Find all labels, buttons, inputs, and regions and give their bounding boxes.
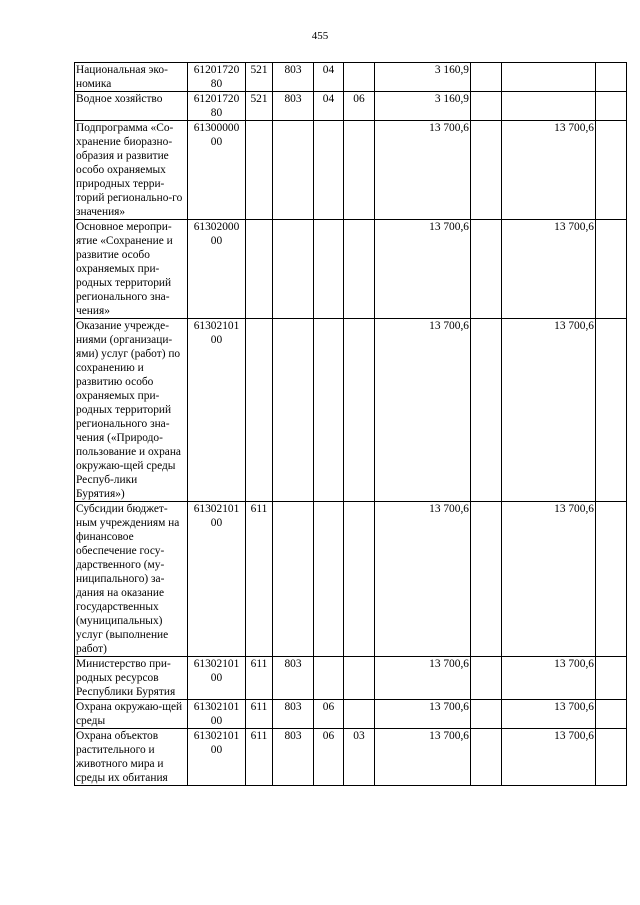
subsection-code <box>344 121 375 220</box>
amount-1: 13 700,6 <box>375 729 471 786</box>
ministry-code <box>273 319 314 502</box>
amount-3: 13 700,6 <box>502 502 596 657</box>
amount-2 <box>471 63 502 92</box>
table-row <box>75 657 627 700</box>
amount-1: 13 700,6 <box>375 220 471 319</box>
expense-type-code: 521 <box>246 63 273 92</box>
subsection-code <box>344 63 375 92</box>
section-code <box>314 121 344 220</box>
table-row <box>75 121 627 220</box>
amount-3: 13 700,6 <box>502 657 596 700</box>
amount-2 <box>471 502 502 657</box>
amount-2 <box>471 92 502 121</box>
row-name: Основное меропри-ятие «Сохранение и развитие особо охраняемых при-родных территорий регионального зна-чения» <box>75 220 188 319</box>
amount-2 <box>471 220 502 319</box>
amount-2 <box>471 121 502 220</box>
section-code <box>314 220 344 319</box>
table-row <box>75 502 627 657</box>
ministry-code <box>273 121 314 220</box>
table-row <box>75 220 627 319</box>
row-name: Оказание учрежде-ниями (организаци-ями) услуг (работ) по сохранению и развитию особо охраняемых при-родных территорий регионального зна-чения («Природо-пользование и охрана окружаю-щей среды Респуб-лики Бурятия») <box>75 319 188 502</box>
section-code: 04 <box>314 92 344 121</box>
amount-1: 13 700,6 <box>375 121 471 220</box>
row-name: Национальная эко-номика <box>75 63 188 92</box>
amount-3 <box>502 63 596 92</box>
amount-2 <box>471 319 502 502</box>
section-code <box>314 319 344 502</box>
ministry-code: 803 <box>273 700 314 729</box>
amount-3: 13 700,6 <box>502 220 596 319</box>
expense-type-code: 611 <box>246 502 273 657</box>
budget-table <box>74 62 627 786</box>
expense-type-code: 611 <box>246 657 273 700</box>
target-article-code: 61201720 80 <box>188 63 246 92</box>
amount-1: 13 700,6 <box>375 319 471 502</box>
amount-3 <box>502 92 596 121</box>
amount-3: 13 700,6 <box>502 729 596 786</box>
table-row <box>75 319 627 502</box>
amount-3: 13 700,6 <box>502 121 596 220</box>
row-name: Охрана окружаю-щей среды <box>75 700 188 729</box>
target-article-code: 61302101 00 <box>188 502 246 657</box>
target-article-code: 61302000 00 <box>188 220 246 319</box>
section-code: 06 <box>314 729 344 786</box>
subsection-code <box>344 502 375 657</box>
amount-4 <box>596 121 627 220</box>
amount-4 <box>596 502 627 657</box>
subsection-code <box>344 319 375 502</box>
section-code <box>314 657 344 700</box>
amount-2 <box>471 657 502 700</box>
amount-4 <box>596 63 627 92</box>
expense-type-code <box>246 121 273 220</box>
expense-type-code: 521 <box>246 92 273 121</box>
target-article-code: 61300000 00 <box>188 121 246 220</box>
table-row <box>75 700 627 729</box>
section-code: 04 <box>314 63 344 92</box>
amount-2 <box>471 729 502 786</box>
row-name: Субсидии бюджет-ным учреждениям на финансовое обеспечение госу-дарственного (му-ниципального) за-дания на оказание государственных (муниципальных) услуг (выполнение работ) <box>75 502 188 657</box>
amount-4 <box>596 657 627 700</box>
subsection-code <box>344 657 375 700</box>
amount-1: 13 700,6 <box>375 502 471 657</box>
subsection-code <box>344 220 375 319</box>
section-code <box>314 502 344 657</box>
ministry-code: 803 <box>273 657 314 700</box>
amount-1: 13 700,6 <box>375 700 471 729</box>
target-article-code: 61302101 00 <box>188 319 246 502</box>
expense-type-code <box>246 319 273 502</box>
subsection-code <box>344 700 375 729</box>
amount-1: 3 160,9 <box>375 92 471 121</box>
expense-type-code: 611 <box>246 700 273 729</box>
table-row <box>75 63 627 92</box>
amount-4 <box>596 700 627 729</box>
page-number: 455 <box>311 30 329 42</box>
amount-1: 13 700,6 <box>375 657 471 700</box>
row-name: Водное хозяйство <box>75 92 188 121</box>
target-article-code: 61302101 00 <box>188 657 246 700</box>
table-row <box>75 92 627 121</box>
amount-3: 13 700,6 <box>502 700 596 729</box>
row-name: Министерство при-родных ресурсов Республики Бурятия <box>75 657 188 700</box>
ministry-code <box>273 502 314 657</box>
subsection-code: 06 <box>344 92 375 121</box>
amount-4 <box>596 729 627 786</box>
target-article-code: 61201720 80 <box>188 92 246 121</box>
amount-1: 3 160,9 <box>375 63 471 92</box>
ministry-code: 803 <box>273 63 314 92</box>
ministry-code: 803 <box>273 729 314 786</box>
expense-type-code: 611 <box>246 729 273 786</box>
ministry-code <box>273 220 314 319</box>
ministry-code: 803 <box>273 92 314 121</box>
subsection-code: 03 <box>344 729 375 786</box>
row-name: Подпрограмма «Со-хранение биоразно-образия и развитие особо охраняемых природных терри-торий регионально-го значения» <box>75 121 188 220</box>
amount-4 <box>596 92 627 121</box>
amount-3: 13 700,6 <box>502 319 596 502</box>
target-article-code: 61302101 00 <box>188 700 246 729</box>
amount-4 <box>596 319 627 502</box>
amount-2 <box>471 700 502 729</box>
amount-4 <box>596 220 627 319</box>
expense-type-code <box>246 220 273 319</box>
target-article-code: 61302101 00 <box>188 729 246 786</box>
row-name: Охрана объектов растительного и животного мира и среды их обитания <box>75 729 188 786</box>
table-row <box>75 729 627 786</box>
section-code: 06 <box>314 700 344 729</box>
